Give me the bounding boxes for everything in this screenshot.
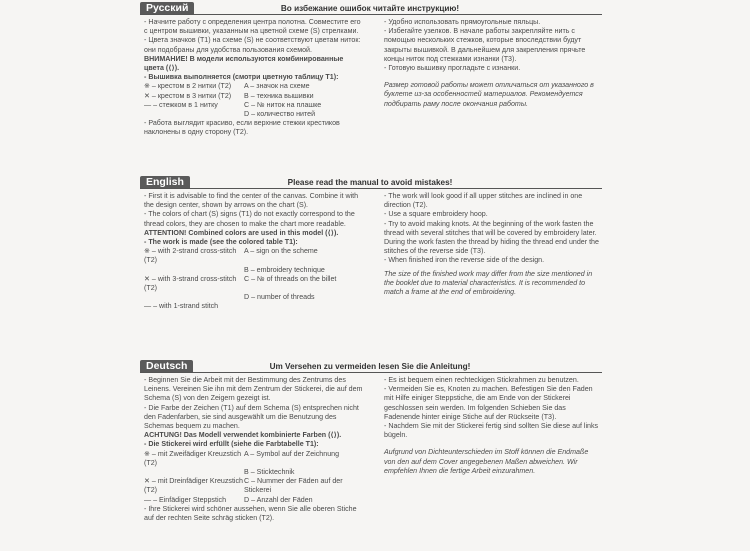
legend-row: ※ – крестом в 2 нитки (T2) A – значок на схеме (144, 82, 310, 91)
attention-note: ВНИМАНИЕ! В модели используются комбинированные цвета (⟨⟩). (144, 54, 344, 73)
legend-row: — – with 1-strand stitch (144, 302, 219, 311)
instruction: - Es ist bequem einen rechteckigen Stickrahmen zu benutzen. (384, 376, 579, 384)
section-russian (140, 2, 600, 167)
legend-row: D – number of threads (244, 293, 315, 302)
header-rule (140, 372, 602, 373)
instruction: - Начните работу с определения центра полотна. Совместите его с центром вышивки, указанным на цветной схеме (S) стрелками. (144, 18, 361, 36)
section-german (140, 360, 600, 550)
language-tab-english: English (140, 176, 190, 189)
right-column (384, 192, 600, 297)
legend-row: — – стежком в 1 нитку C – № ниток на плашке (144, 100, 322, 109)
legend-row: B – embroidery technique (244, 265, 325, 274)
left-column (144, 376, 364, 523)
left-column (144, 192, 364, 312)
legend-row: ✕ – with 3-strand cross-stitch (T2) C – № of threads on the billet (144, 274, 337, 293)
instruction: - Try to avoid making knots. At the beginning of the work fasten the thread with several stitches that will be covered by embroidery later. During the work fasten the thread by hiding the thread end under the stitches of the reverse side (T3). (384, 219, 599, 256)
size-note: Aufgrund von Dichteunterschieden im Stoff können die Endmaße von den auf dem Cover angegebenen Maßen abweichen. Wir empfehlen Ihnen die fertige Arbeit einzurahmen. (384, 448, 589, 475)
legend-row: B – Sticktechnik (244, 468, 295, 477)
legend-row: ※ – mit Zweifädiger Kreuzstich (T2) A – Symbol auf der Zeichnung (144, 449, 340, 467)
instruction: - Beginnen Sie die Arbeit mit der Bestimmung des Zentrums des Leinens. Vereinen Sie ihn mit dem Zentrum der Stickerei, die auf dem Schema (S) von den Zeigern gezeigt ist. (144, 376, 363, 403)
left-column (144, 18, 364, 138)
legend-row: — – Einfädiger Steppstich D – Anzahl der Fäden (144, 495, 313, 504)
header-rule (140, 14, 602, 15)
instruction: - Use a square embroidery hoop. (384, 210, 488, 219)
instruction: - Die Stickerei wird erfüllt (siehe die Farbtabelle T1): (144, 440, 319, 449)
size-note: Размер готовой работы может отличаться от указанного в буклете из-за особенностей материалов. Рекомендуется подбирать раму после окончания работы. (384, 81, 594, 108)
legend-row: D – количество нитей (244, 110, 316, 119)
attention-note: ATTENTION! Combined colors are used in this model (⟨⟩). (144, 228, 339, 237)
instruction: - When finished iron the reverse side of the design. (384, 256, 545, 265)
instruction: - Готовую вышивку прогладьте с изнанки. (384, 64, 521, 73)
language-tab-russian: Русский (140, 2, 194, 15)
instruction: - Удобно использовать прямоугольные пяльцы. (384, 18, 541, 26)
instruction: - Вышивка выполняется (смотри цветную таблицу T1): (144, 73, 339, 82)
instruction: - Цвета значков (T1) на схеме (S) не соответствуют цветам ниток: они подобраны для удобства пользования схемой. (144, 36, 361, 54)
right-column (384, 376, 600, 476)
legend-row: ✕ – крестом в 3 нитки (T2) B – техника вышивки (144, 91, 314, 100)
instruction: - Vermeiden Sie es, Knoten zu machen. Befestigen Sie den Faden mit Hilfe einiger Steppstiche, die am Ende von der Stickerei geschlossen sein werden. Im folgenden Schieben Sie das Fadenende hinter einige Stiche auf der Rückseite (T3). (384, 385, 593, 421)
heading-german: Um Versehen zu vermeiden lesen Sie die Anleitung! (269, 362, 471, 371)
legend-row: ✕ – mit Dreinfädiger Kreuzstich (T2) C – Nummer der Fäden auf der Stickerei (144, 477, 343, 495)
right-column (384, 18, 600, 109)
instruction: - The work is made (see the colored table T1): (144, 238, 298, 247)
instruction: - First it is advisable to find the center of the canvas. Combine it with the design center, shown by arrows on the chart (S). (144, 192, 359, 210)
instruction: - The colors of chart (S) signs (T1) do not exactly correspond to the thread colors, they are chosen to make the chart more readable. (144, 210, 355, 228)
heading-russian: Во избежание ошибок читайте инструкцию! (280, 4, 460, 13)
instruction: - Nachdem Sie mit der Stickerei fertig sind sollten Sie diese auf links bügeln. (384, 422, 599, 440)
section-english (140, 176, 600, 346)
language-tab-german: Deutsch (140, 360, 193, 373)
legend-row: ※ – with 2-strand cross-stitch (T2) A – sign on the scheme (144, 247, 318, 265)
instruction: - The work will look good if all upper stitches are inclined in one direction (T2). (384, 192, 583, 210)
instruction: - Ihre Stickerei wird schöner aussehen, wenn Sie alle oberen Stiche auf der rechten Seite schräg sticken (T2). (144, 504, 357, 523)
instruction: - Работа выглядит красиво, если верхние стежки крестиков наклонены в одну сторону (T2). (144, 119, 340, 137)
attention-note: ACHTUNG! Das Modell verwendet kombinierte Farben (⟨⟩). (144, 431, 342, 440)
size-note: The size of the finished work may differ from the size mentioned in the booklet due to material characteristics. It is recommended to match a frame at the end of embroidering. (384, 269, 593, 297)
instruction: - Избегайте узелков. В начале работы закрепляйте нить с помощью нескольких стежков, которые впоследствии будут закрыты вышивкой. В дальнейшем для закрепления прячьте концы ниток под стежками изнанки (T3). (384, 27, 586, 63)
header-rule (140, 188, 602, 189)
heading-english: Please read the manual to avoid mistakes! (287, 178, 453, 187)
instruction: - Die Farbe der Zeichen (T1) auf dem Schema (S) entsprechen nicht den Fadenfarben, sie sind ausgewählt um die Benutzung des Schemas bequem zu machen. (144, 403, 359, 431)
